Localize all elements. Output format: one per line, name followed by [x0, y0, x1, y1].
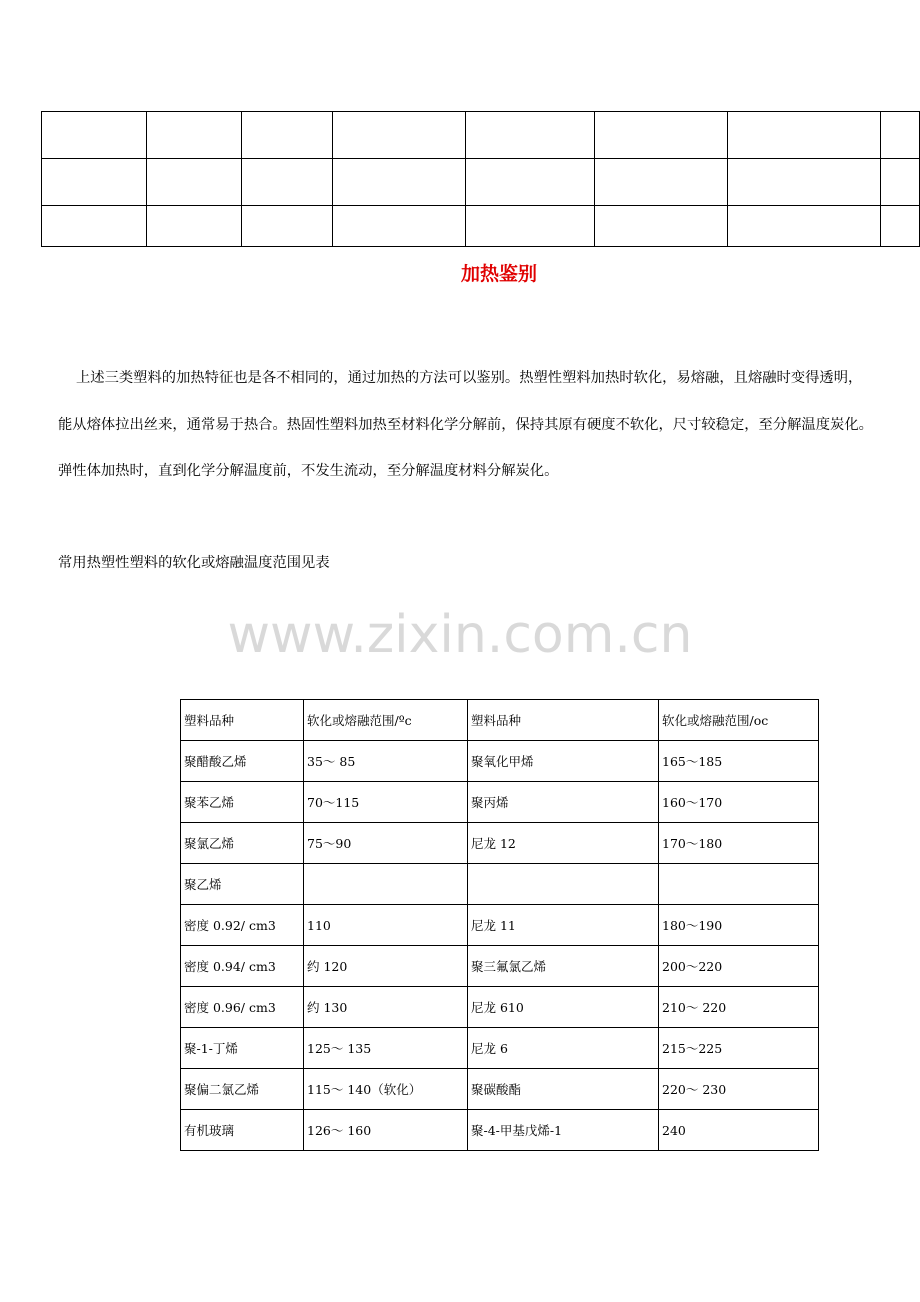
table-cell: 聚苯乙烯: [181, 782, 304, 823]
table-row: [181, 1110, 819, 1151]
table-cell: 有机玻璃: [181, 1110, 304, 1151]
table-cell: 尼龙 12: [468, 823, 659, 864]
empty-cell: [594, 206, 728, 247]
empty-cell: [332, 159, 466, 206]
table-row: [181, 782, 819, 823]
empty-cell: [147, 112, 242, 159]
table-cell: 70～115: [304, 782, 468, 823]
table-header-row: [181, 700, 819, 741]
empty-cell: [728, 159, 880, 206]
empty-cell: [594, 159, 728, 206]
table-cell: 75～90: [304, 823, 468, 864]
table-cell: 115～ 140（软化）: [304, 1069, 468, 1110]
table-row: [181, 987, 819, 1028]
table-cell: 密度 0.92/ cm3: [181, 905, 304, 946]
table-cell: 160～170: [659, 782, 819, 823]
softening-temperature-table: [180, 699, 819, 1151]
empty-cell: [880, 206, 919, 247]
empty-table-row: [42, 159, 920, 206]
table-cell: 密度 0.94/ cm3: [181, 946, 304, 987]
table-cell: 聚丙烯: [468, 782, 659, 823]
table-row: [181, 905, 819, 946]
table-row: [181, 823, 819, 864]
empty-cell: [880, 112, 919, 159]
empty-cell: [466, 206, 595, 247]
table-cell: 240: [659, 1110, 819, 1151]
empty-cell: [147, 206, 242, 247]
table-cell: 约 130: [304, 987, 468, 1028]
empty-cell: [880, 159, 919, 206]
paragraph-line: 上述三类塑料的加热特征也是各不相同的，通过加热的方法可以鉴别。热塑性塑料加热时软化，易熔融，且熔融时变得透明，: [76, 370, 863, 386]
empty-top-table: [41, 111, 920, 247]
table-row: [181, 946, 819, 987]
empty-cell: [332, 112, 466, 159]
table-cell: 180～190: [659, 905, 819, 946]
empty-cell: [594, 112, 728, 159]
empty-cell: [42, 206, 147, 247]
paragraph-line: 能从熔体拉出丝来，通常易于热合。热固性塑料加热至材料化学分解前，保持其原有硬度不软化，尺寸较稳定，至分解温度炭化。: [58, 417, 873, 433]
table-cell: 聚氯乙烯: [181, 823, 304, 864]
table-cell: 聚醋酸乙烯: [181, 741, 304, 782]
table-cell: 聚乙烯: [181, 864, 304, 905]
header-cell: 塑料品种: [181, 700, 304, 741]
table-cell: 125～ 135: [304, 1028, 468, 1069]
table-cell: 聚三氟氯乙烯: [468, 946, 659, 987]
empty-table-row: [42, 206, 920, 247]
empty-cell: [147, 159, 242, 206]
table-cell: [468, 864, 659, 905]
table-row: [181, 741, 819, 782]
table-cell: 聚-4-甲基戊烯-1: [468, 1110, 659, 1151]
empty-table-row: [42, 112, 920, 159]
watermark: www.zixin.com.cn: [227, 605, 693, 665]
empty-cell: [466, 159, 595, 206]
table-cell: 聚氧化甲烯: [468, 741, 659, 782]
empty-cell: [42, 159, 147, 206]
empty-cell: [466, 112, 595, 159]
table-cell: 200～220: [659, 946, 819, 987]
header-cell: 软化或熔融范围/ºc: [304, 700, 468, 741]
section-heading: 加热鉴别: [460, 263, 537, 285]
empty-cell: [728, 206, 880, 247]
table-cell: 220～ 230: [659, 1069, 819, 1110]
empty-cell: [728, 112, 880, 159]
table-cell: 165～185: [659, 741, 819, 782]
table-cell: [304, 864, 468, 905]
table-caption: 常用热塑性塑料的软化或熔融温度范围见表: [58, 555, 330, 571]
table-cell: 126～ 160: [304, 1110, 468, 1151]
table-cell: 170～180: [659, 823, 819, 864]
empty-cell: [242, 112, 332, 159]
table-cell: 35～ 85: [304, 741, 468, 782]
empty-cell: [332, 206, 466, 247]
empty-cell: [242, 159, 332, 206]
header-cell: 软化或熔融范围/oc: [659, 700, 819, 741]
empty-cell: [42, 112, 147, 159]
paragraph-line: 弹性体加热时，直到化学分解温度前，不发生流动，至分解温度材料分解炭化。: [58, 463, 559, 479]
table-cell: 尼龙 610: [468, 987, 659, 1028]
table-cell: 210～ 220: [659, 987, 819, 1028]
table-row: [181, 864, 819, 905]
table-cell: 聚-1-丁烯: [181, 1028, 304, 1069]
table-cell: 密度 0.96/ cm3: [181, 987, 304, 1028]
table-row: [181, 1069, 819, 1110]
table-row: [181, 1028, 819, 1069]
table-cell: [659, 864, 819, 905]
table-cell: 聚碳酸酯: [468, 1069, 659, 1110]
table-cell: 约 120: [304, 946, 468, 987]
header-cell: 塑料品种: [468, 700, 659, 741]
table-cell: 聚偏二氯乙烯: [181, 1069, 304, 1110]
table-cell: 215～225: [659, 1028, 819, 1069]
empty-cell: [242, 206, 332, 247]
table-cell: 尼龙 6: [468, 1028, 659, 1069]
table-cell: 110: [304, 905, 468, 946]
table-cell: 尼龙 11: [468, 905, 659, 946]
